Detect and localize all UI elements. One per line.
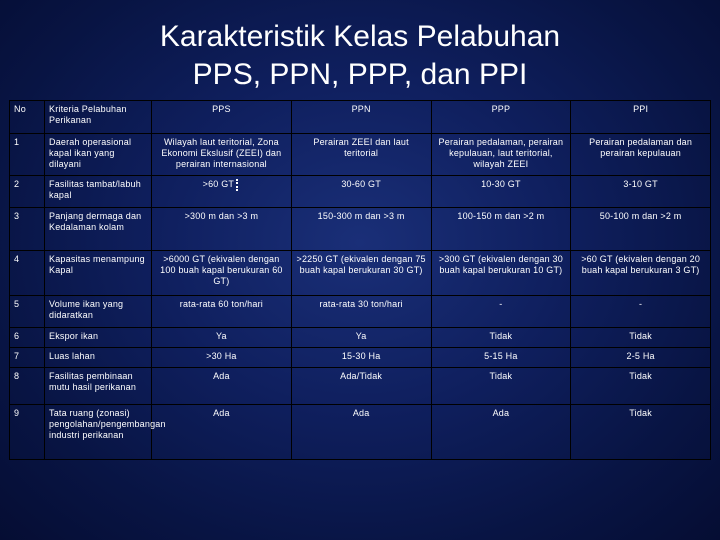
cell-ppi: 50-100 m dan >2 m [571, 208, 711, 251]
row-number: 5 [10, 296, 45, 328]
cell-pps: >300 m dan >3 m [152, 208, 292, 251]
table-row [10, 134, 711, 176]
cell-pps [152, 176, 292, 208]
row-number: 3 [10, 208, 45, 251]
cell-pps: >30 Ha [152, 348, 292, 368]
table-row [10, 208, 711, 251]
row-criteria: Ekspor ikan [45, 328, 152, 348]
cell-ppi: Tidak [571, 405, 711, 460]
cell-ppp: 100-150 m dan >2 m [431, 208, 571, 251]
row-number: 4 [10, 251, 45, 296]
slide-title [0, 18, 720, 94]
cell-pps: Ya [152, 328, 292, 348]
cell-pps: Ada [152, 405, 292, 460]
table-row [10, 368, 711, 405]
title-line-2: PPS, PPN, PPP, dan PPI [192, 58, 528, 91]
row-criteria: Volume ikan yang didaratkan [45, 296, 152, 328]
cell-ppn: 30-60 GT [291, 176, 431, 208]
header-ppi: PPI [571, 101, 711, 134]
header-ppn: PPN [291, 101, 431, 134]
cell-ppn: Ada [291, 405, 431, 460]
cell-ppi: >60 GT (ekivalen dengan 20 buah kapal berukuran 3 GT) [571, 251, 711, 296]
table-row [10, 296, 711, 328]
row-criteria: Tata ruang (zonasi) pengolahan/pengembangan industri perikanan [45, 405, 152, 460]
cell-ppi: Perairan pedalaman dan perairan kepulauan [571, 134, 711, 176]
table-row [10, 348, 711, 368]
cell-pps: Ada [152, 368, 292, 405]
cell-ppn: Ada/Tidak [291, 368, 431, 405]
row-number: 6 [10, 328, 45, 348]
cell-ppp: Perairan pedalaman, perairan kepulauan, laut teritorial, wilayah ZEEI [431, 134, 571, 176]
cell-ppn: Ya [291, 328, 431, 348]
cell-ppi: Tidak [571, 328, 711, 348]
table-header-row [10, 101, 711, 134]
row-number: 1 [10, 134, 45, 176]
cell-ppi: Tidak [571, 368, 711, 405]
cell-ppn: Perairan ZEEI dan laut teritorial [291, 134, 431, 176]
cell-ppp: >300 GT (ekivalen dengan 30 buah kapal berukuran 10 GT) [431, 251, 571, 296]
table-row [10, 251, 711, 296]
text-cursor-marker [236, 179, 240, 191]
harbor-class-table [9, 100, 711, 460]
cell-ppp: 10-30 GT [431, 176, 571, 208]
table-row [10, 405, 711, 460]
row-criteria: Fasilitas pembinaan mutu hasil perikanan [45, 368, 152, 405]
row-number: 7 [10, 348, 45, 368]
header-ppp: PPP [431, 101, 571, 134]
cell-ppp: 5-15 Ha [431, 348, 571, 368]
cell-ppn: 15-30 Ha [291, 348, 431, 368]
row-criteria: Panjang dermaga dan Kedalaman kolam [45, 208, 152, 251]
row-criteria: Daerah operasional kapal ikan yang dilayani [45, 134, 152, 176]
table-row [10, 328, 711, 348]
cell-ppi: - [571, 296, 711, 328]
row-criteria: Luas lahan [45, 348, 152, 368]
cell-ppn: >2250 GT (ekivalen dengan 75 buah kapal berukuran 30 GT) [291, 251, 431, 296]
row-number: 2 [10, 176, 45, 208]
row-criteria: Kapasitas menampung Kapal [45, 251, 152, 296]
row-criteria: Fasilitas tambat/labuh kapal [45, 176, 152, 208]
cell-pps: >6000 GT (ekivalen dengan 100 buah kapal berukuran 60 GT) [152, 251, 292, 296]
header-no: No [10, 101, 45, 134]
header-criteria: Kriteria Pelabuhan Perikanan [45, 101, 152, 134]
cell-ppp: - [431, 296, 571, 328]
cell-ppn: 150-300 m dan >3 m [291, 208, 431, 251]
cell-pps: rata-rata 60 ton/hari [152, 296, 292, 328]
cell-ppn: rata-rata 30 ton/hari [291, 296, 431, 328]
title-line-1: Karakteristik Kelas Pelabuhan [159, 20, 561, 53]
cell-pps: Wilayah laut teritorial, Zona Ekonomi Ekslusif (ZEEI) dan perairan internasional [152, 134, 292, 176]
cell-ppi: 3-10 GT [571, 176, 711, 208]
cell-ppi: 2-5 Ha [571, 348, 711, 368]
cell-ppp: Tidak [431, 368, 571, 405]
cell-ppp: Ada [431, 405, 571, 460]
row-number: 8 [10, 368, 45, 405]
cell-pps-text: >60 GT [202, 179, 235, 189]
row-number: 9 [10, 405, 45, 460]
table-row [10, 176, 711, 208]
cell-ppp: Tidak [431, 328, 571, 348]
header-pps: PPS [152, 101, 292, 134]
